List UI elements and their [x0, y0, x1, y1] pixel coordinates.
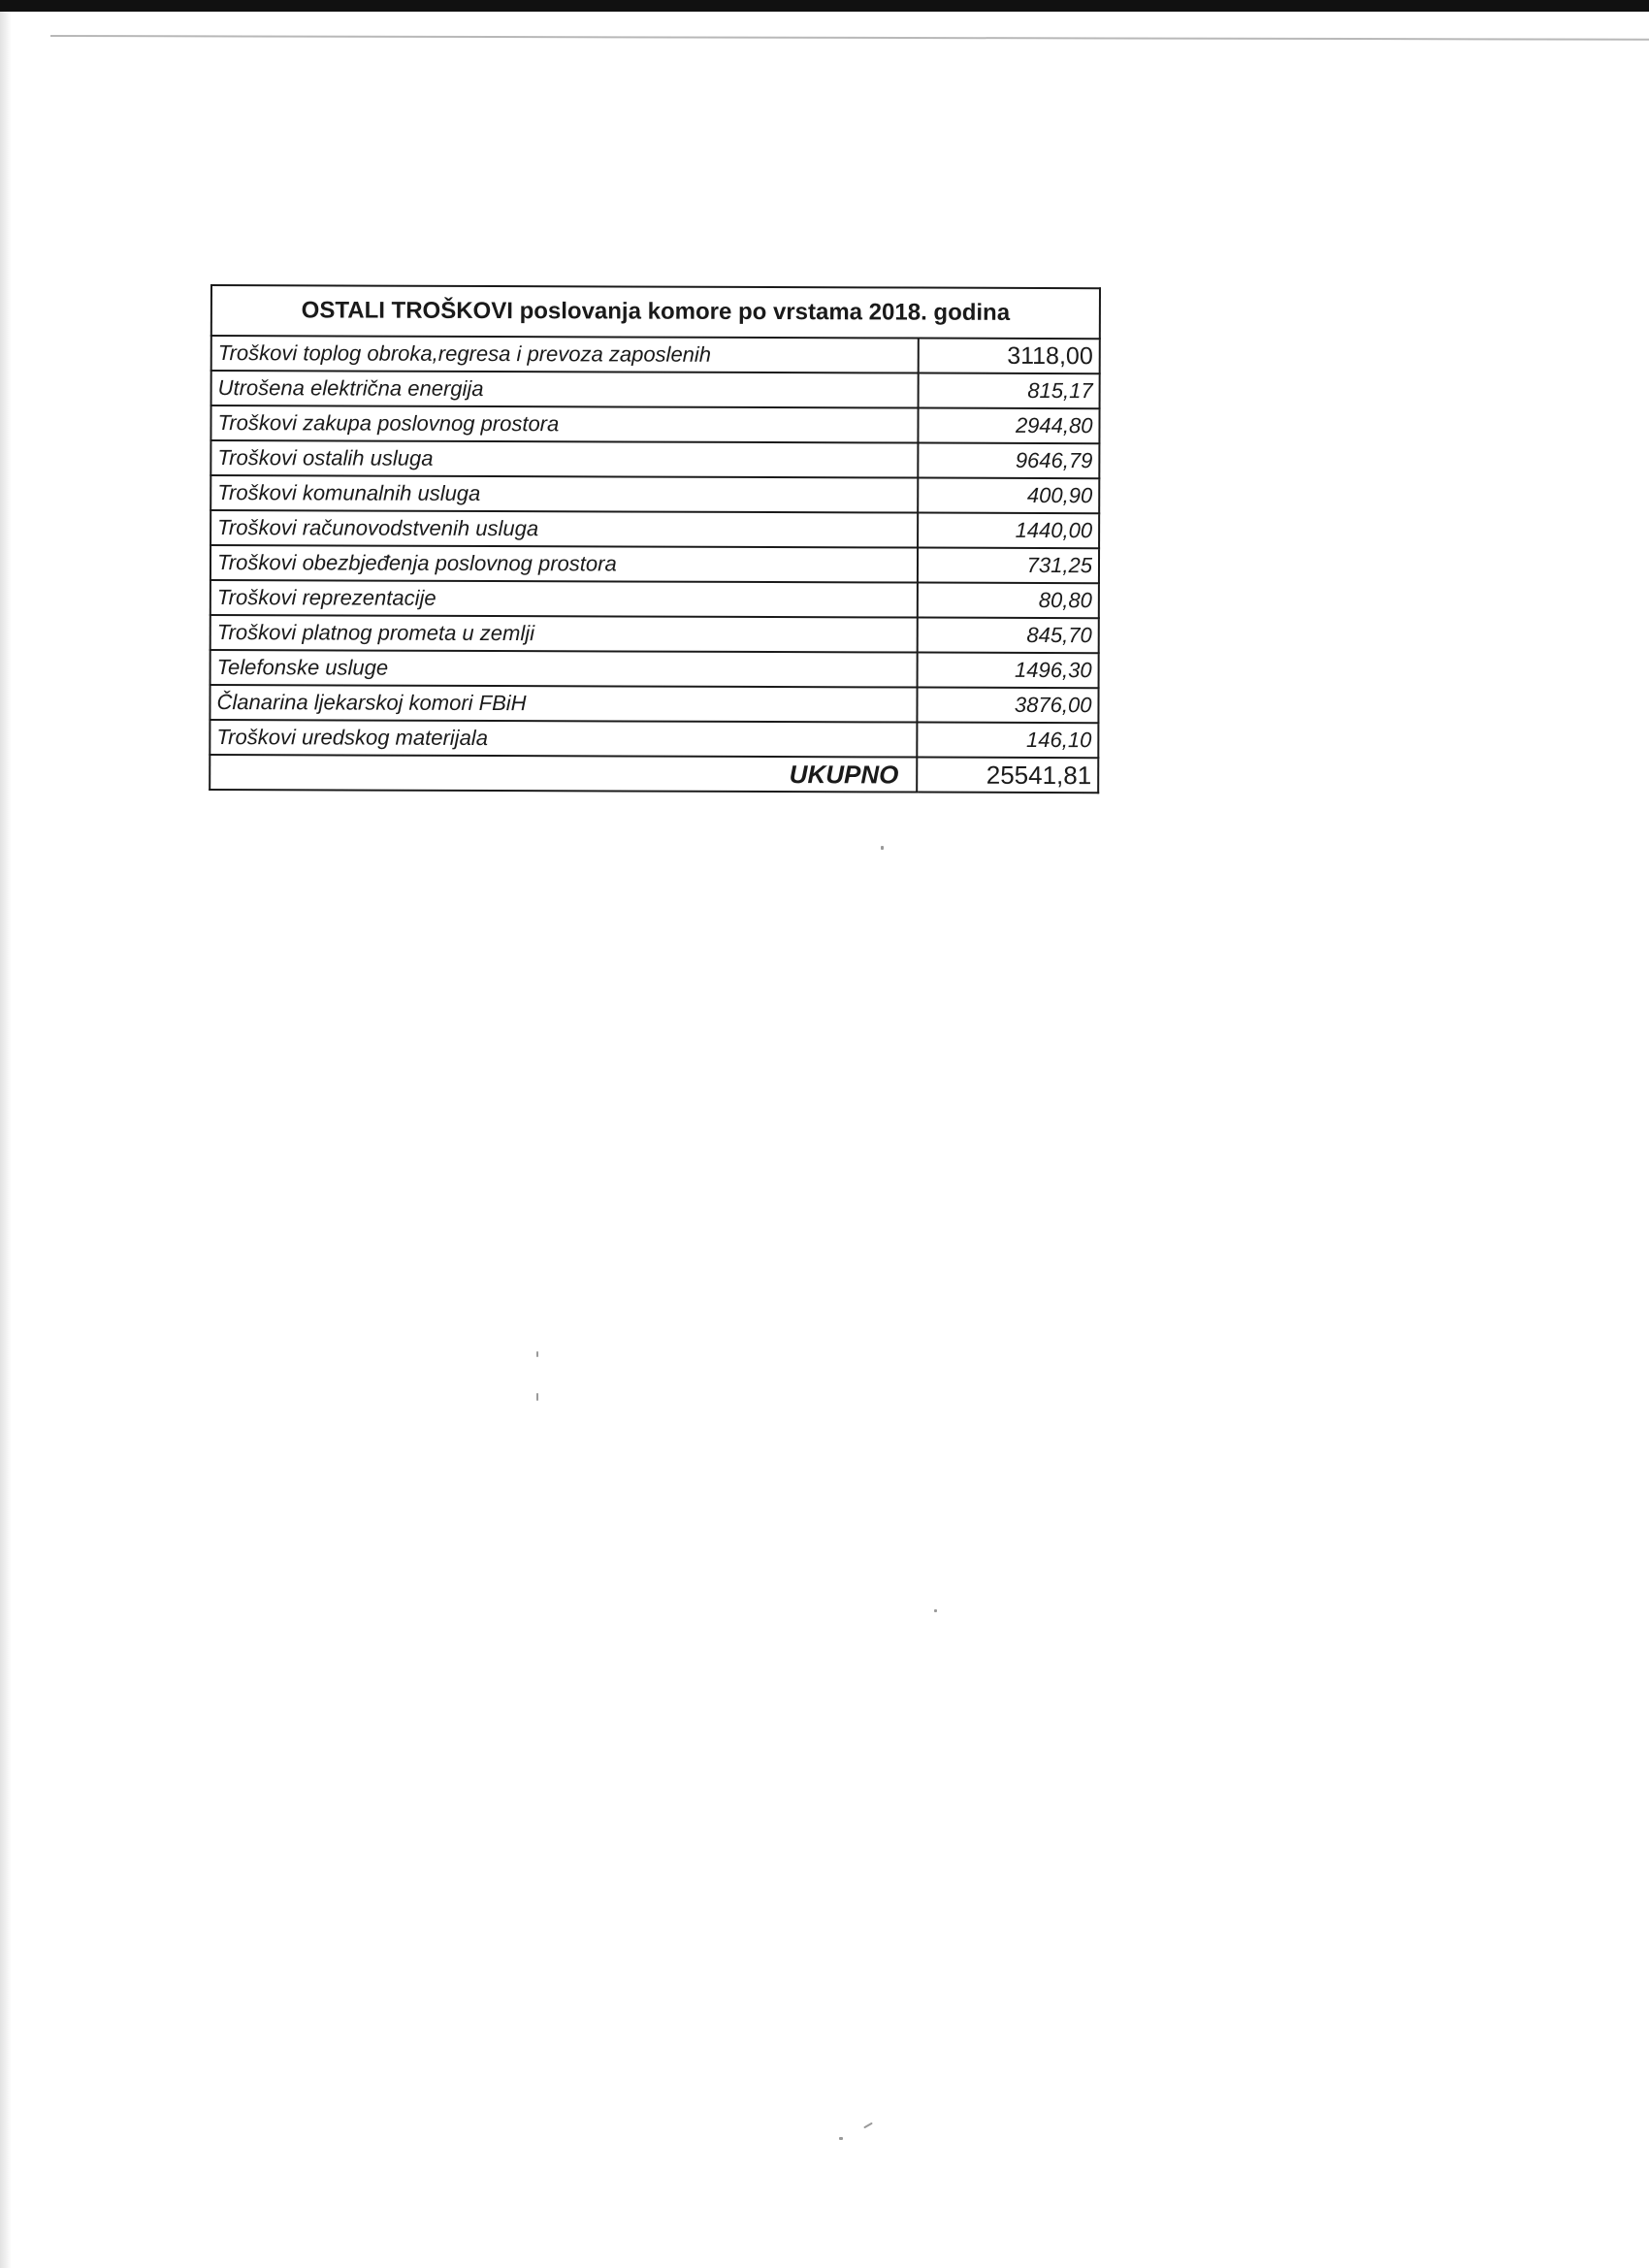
- item-value: 815,17: [919, 373, 1100, 409]
- table-row: [211, 336, 1100, 373]
- table-row: [210, 405, 1099, 443]
- table-row: [210, 650, 1099, 688]
- table-row: [210, 720, 1098, 758]
- total-value: 25541,81: [917, 758, 1098, 794]
- scan-speck: [536, 1351, 538, 1357]
- table-row: [210, 475, 1099, 513]
- table-row: [210, 580, 1099, 618]
- item-label: Troškovi uredskog materijala: [210, 720, 917, 758]
- table-row: [210, 615, 1099, 653]
- item-label: Troškovi računovodstvenih usluga: [210, 510, 918, 548]
- item-label: Troškovi reprezentacije: [210, 580, 918, 618]
- scan-speck: [881, 846, 884, 850]
- total-label: UKUPNO: [210, 755, 917, 793]
- item-value: 731,25: [918, 548, 1099, 584]
- table-row: [211, 371, 1100, 408]
- item-label: Troškovi toplog obroka,regresa i prevoza zaposlenih: [211, 336, 919, 373]
- table-row: [210, 440, 1099, 478]
- table-row: [210, 545, 1099, 583]
- item-label: Troškovi ostalih usluga: [210, 440, 918, 478]
- cost-table-body: [210, 285, 1100, 793]
- total-row: [210, 755, 1098, 793]
- item-value: 845,70: [918, 618, 1099, 654]
- item-label: Utrošena električna energija: [211, 371, 919, 408]
- item-value: 2944,80: [919, 408, 1100, 444]
- item-value: 1440,00: [918, 513, 1099, 549]
- item-value: 3876,00: [918, 688, 1099, 724]
- scan-speck: [863, 2122, 873, 2129]
- item-value: 9646,79: [918, 443, 1099, 479]
- scan-left-shadow: [0, 12, 12, 2268]
- item-label: Troškovi obezbjeđenja poslovnog prostora: [210, 545, 918, 583]
- scan-top-edge: [0, 0, 1649, 12]
- item-label: Telefonske usluge: [210, 650, 918, 688]
- scan-top-rule: [50, 35, 1649, 41]
- scan-speck: [934, 1609, 937, 1612]
- table-row: [210, 685, 1098, 723]
- scan-speck: [536, 1393, 538, 1401]
- item-label: Članarina ljekarskoj komori FBiH: [210, 685, 917, 723]
- item-value: 400,90: [918, 478, 1099, 514]
- table-title-row: [211, 285, 1100, 339]
- item-label: Troškovi zakupa poslovnog prostora: [210, 405, 918, 443]
- item-label: Troškovi komunalnih usluga: [210, 475, 918, 513]
- cost-table: [209, 284, 1101, 794]
- item-value: 80,80: [918, 583, 1099, 619]
- item-value: 146,10: [917, 723, 1098, 759]
- item-label: Troškovi platnog prometa u zemlji: [210, 615, 918, 653]
- item-value: 3118,00: [919, 339, 1100, 374]
- item-value: 1496,30: [918, 653, 1099, 689]
- scan-speck: [839, 2137, 843, 2140]
- table-row: [210, 510, 1099, 548]
- table-title: OSTALI TROŠKOVI poslovanja komore po vrstama 2018. godina: [211, 285, 1100, 339]
